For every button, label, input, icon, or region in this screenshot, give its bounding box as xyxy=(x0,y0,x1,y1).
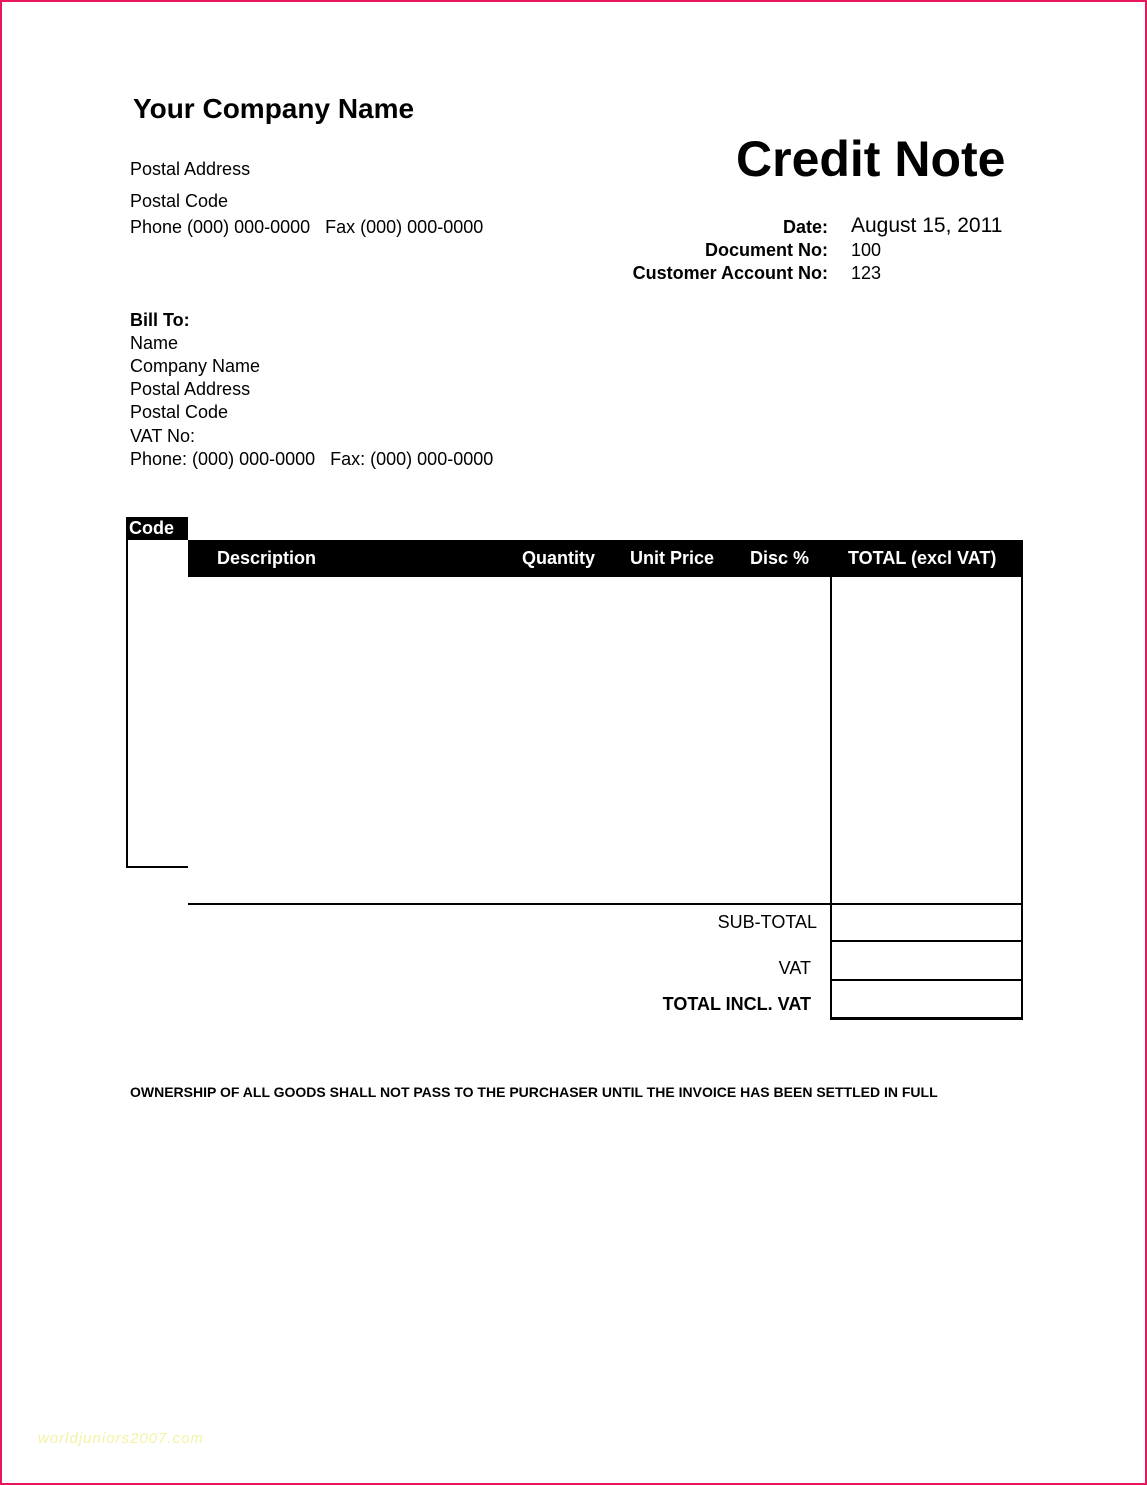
total-incl-vat-label: TOTAL INCL. VAT xyxy=(662,994,811,1014)
bill-to-name: Name xyxy=(130,333,179,353)
bill-to-company: Company Name xyxy=(130,356,261,376)
bill-to-postal-code: Postal Code xyxy=(130,402,229,422)
bill-to-vat: VAT No: xyxy=(130,426,196,446)
customer-account-value: 123 xyxy=(851,263,882,283)
disc-header: Disc % xyxy=(750,548,810,568)
bill-to-address: Postal Address xyxy=(130,379,251,399)
bill-to-label: Bill To: xyxy=(130,310,190,330)
code-column xyxy=(126,540,188,868)
vat-box xyxy=(830,940,1023,981)
company-name: Your Company Name xyxy=(133,93,415,124)
customer-account-label: Customer Account No: xyxy=(632,263,828,283)
total-incl-vat-box xyxy=(830,979,1023,1020)
subtotal-label: SUB-TOTAL xyxy=(717,912,817,932)
document-no-label: Document No: xyxy=(705,240,828,260)
company-postal-code: Postal Code xyxy=(130,191,229,211)
unit-price-header: Unit Price xyxy=(630,548,715,568)
ownership-notice: OWNERSHIP OF ALL GOODS SHALL NOT PASS TO THE PURCHASER UNTIL THE INVOICE HAS BEEN SETTLED IN FULL xyxy=(130,1084,938,1100)
subtotal-box xyxy=(830,903,1023,942)
company-postal-address: Postal Address xyxy=(130,159,251,179)
bill-to-phone-fax: Phone: (000) 000-0000 Fax: (000) 000-0000 xyxy=(130,449,494,469)
document-no-value: 100 xyxy=(851,240,882,260)
code-column-header: Code xyxy=(126,517,188,540)
company-phone-fax: Phone (000) 000-0000 Fax (000) 000-0000 xyxy=(130,217,484,237)
quantity-header: Quantity xyxy=(522,548,596,568)
watermark: worldjuniors2007.com xyxy=(38,1430,204,1447)
vat-label: VAT xyxy=(778,958,811,978)
date-value: August 15, 2011 xyxy=(851,214,1003,237)
description-header: Description xyxy=(217,548,317,568)
document-title: Credit Note xyxy=(736,131,1006,187)
total-column xyxy=(830,577,1023,904)
date-label: Date: xyxy=(782,217,828,237)
total-excl-vat-header: TOTAL (excl VAT) xyxy=(848,548,997,568)
